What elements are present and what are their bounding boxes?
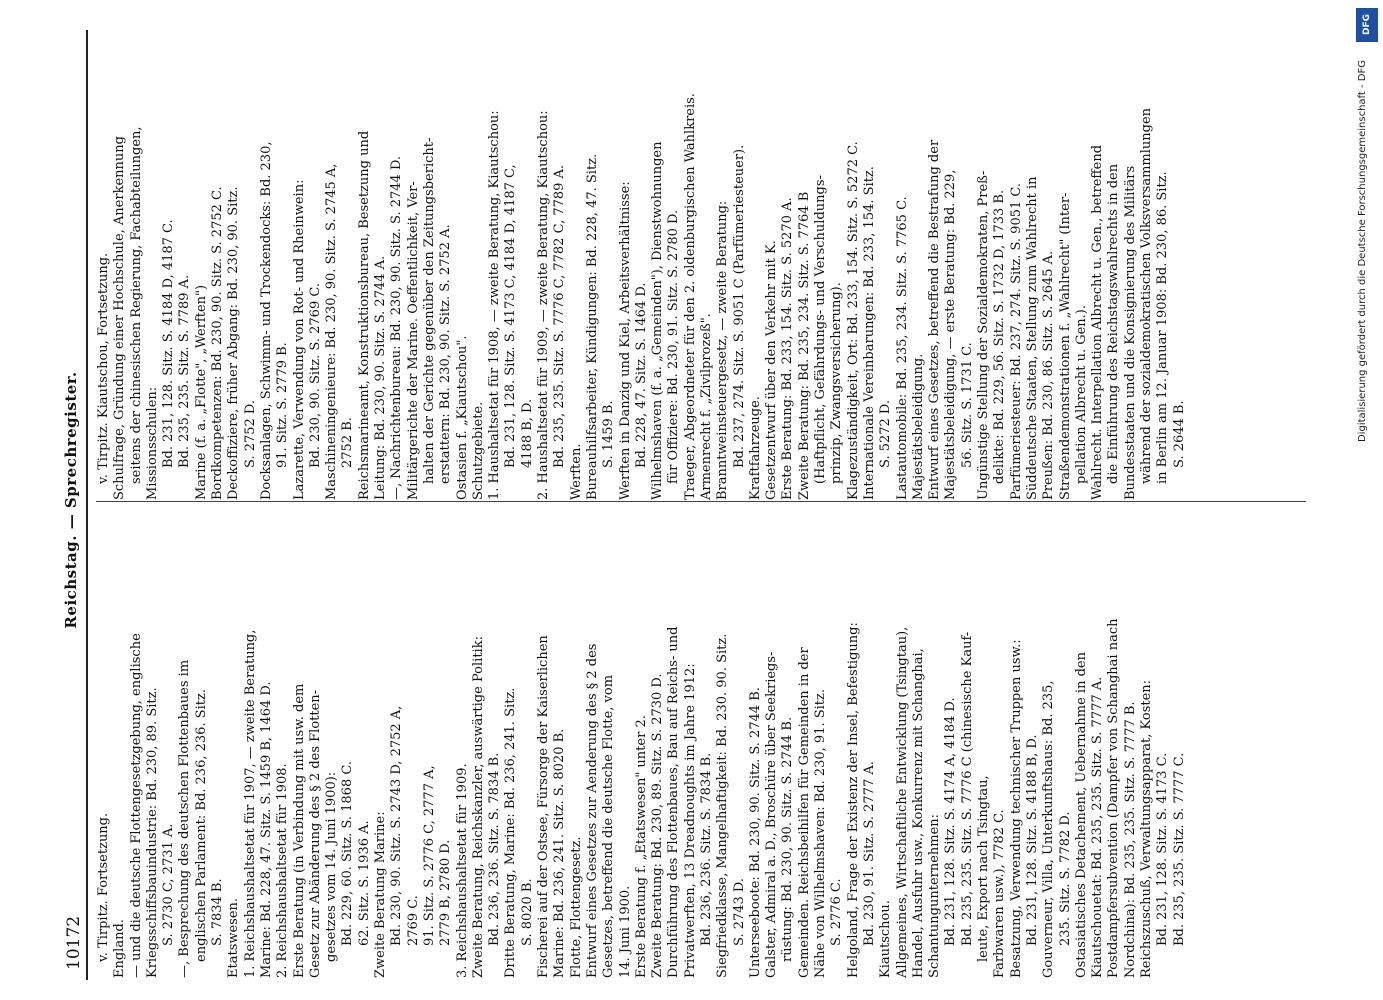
register-line: England. [112,919,128,978]
register-line: Bd. 231, 128. Sitz. S. 4173 C, 4184 D, 4187 C, [503,164,519,468]
column-divider [96,501,1306,502]
register-line: Bd. 236, 236. Sitz. S. 7834 B. [487,752,503,946]
register-line: 2. Haushaltsetat für 1909, — zweite Beratung, Kiautschou: [536,110,552,500]
register-line: Durchführung des Flottenbaues, Bau auf Reichs- und [666,626,682,978]
register-line: Bd. 231, 128. Sitz. S. 4174 A, 4184 D. [943,697,959,946]
register-line: Süddeutsche Staaten, Stellung zum Wahlrecht in [1024,176,1040,500]
register-line: — und die deutsche Flottengesetzgebung, englische [128,633,144,978]
register-line: S. 2644 B. [1171,400,1187,468]
register-line: 56. Sitz. S. 1731 C. [959,342,975,468]
register-line: Siegfriedklasse, Mangelhaftigkeit: Bd. 230. 90. Sitz. [715,633,731,978]
register-line: Bd. 231, 128. Sitz. S. 4188 B, D. [1024,734,1040,946]
right-column [96,20,1188,500]
register-line: Bd. 230, 90. Sitz. S. 2743 D, 2752 A, [389,705,405,946]
register-line: Reichsmarineamt, Konstruktionsbureau, Besetzung und [356,130,372,500]
register-line: Werften. [568,443,584,500]
register-line: Nähe von Wilhelmshaven: Bd. 230, 91. Sitz. [813,688,829,978]
register-line: Wilhelmshaven (f. a. „Gemeinden"), Dienstwohnungen [650,141,666,500]
register-line: rüstung: Bd. 230, 90. Sitz. S. 2744 B. [780,716,796,962]
register-line: Internationale Vereinbarungen: Bd. 233, 154. Sitz. [861,166,877,500]
register-line: Entwurf eines Gesetzes, betreffend die Bestrafung der [927,139,943,500]
register-line: Gesetz zur Abänderung des § 2 des Flotten- [307,689,323,978]
register-line: —, Besprechung des deutschen Flottenbaues im [177,659,193,978]
register-line: 4188 B, D. [519,398,535,468]
register-line: Unterseeboote: Bd. 230, 90. Sitz. S. 2744 B. [747,687,763,978]
register-line: Bundesstaaten und die Konsignierung des Militärs [1122,165,1138,500]
register-line: Kiautschou. [878,900,894,978]
register-line: Majestätsbeleidigung, — erste Beratung: Bd. 229, [943,169,959,500]
register-line: Etatswesen. [226,897,242,978]
register-line: englischen Parlament: Bd. 236, 236. Sitz. [193,689,209,962]
page-number: 10172 [64,915,84,970]
register-line: Bd. 236, 236. Sitz. S. 7834 B. [698,752,714,946]
register-line: Bd. 235, 235. Sitz. S. 7777 C. [1171,752,1187,946]
register-line: Galster, Admiral a. D., Broschüre über Seekriegs- [764,651,780,978]
register-line: Schulfrage, Gründung einer Hochschule, Anerkennung [112,136,128,500]
register-line: Flotte, Flottengesetz. [568,836,584,978]
register-line: Lazarette, Verwendung von Rot- und Rheinwein: [291,179,307,500]
register-line: pellation Albrecht u. Gen.). [1073,304,1089,484]
register-line: Dritte Beratung, Marine: Bd. 236, 241. Sitz. [503,687,519,978]
register-line: Bureauhilfsarbeiter, Kündigungen: Bd. 228, 47. Sitz. [584,153,600,500]
register-line: S. 7834 B. [210,878,226,946]
register-line: in Berlin am 12. Januar 1908: Bd. 230, 86. Sitz. [1155,171,1171,484]
register-line: halten der Gerichte gegenüber den Zeitungsbericht- [421,137,437,484]
register-line: Traeger, Abgeordneter für den 2. oldenburgischen Wahlkreis. [682,93,698,500]
register-line: Schantungunternehmen: [927,813,943,978]
register-line: Bd. 235, 235. Sitz. S. 7789 A. [177,274,193,468]
register-line: Farbwaren usw.), 7782 C. [992,809,1008,978]
register-line: Erste Beratung f. „Etatswesen" unter 2. [633,715,649,978]
register-line: Entwurf eines Gesetzes zur Aenderung des § 2 des [584,643,600,978]
register-line: Postdampfersubvention (Dampfer von Schanghai nach [1106,618,1122,978]
register-line: Maschineningenieure: Bd. 230, 90. Sitz. S. 2745 A, [324,163,340,500]
register-line: Wahlrecht. Interpellation Albrecht u. Gen., betreffend [1090,144,1106,500]
register-line: 91. Sitz. S. 2779 B. [275,342,291,468]
register-line: Majestätsbeleidigung. [910,353,926,500]
register-line: Parfümeriesteuer: Bd. 237, 274. Sitz. S. 9051 C. [1008,182,1024,500]
register-line: S. 2752 D. [242,399,258,468]
register-line: 2. Reichshaushaltsetat für 1908. [275,763,291,978]
register-line: gesetzes vom 14. Juni 1900): [324,771,340,962]
register-line: 1. Haushaltsetat für 1908, — zweite Beratung, Kiautschou: [487,110,503,500]
dfg-logo-text: DFG [1362,14,1372,36]
register-line: seitens der chinesischen Regierung, Fachabteilungen, [128,126,144,484]
register-line: 2779 B, 2780 D. [438,839,454,946]
register-line: S. 2776 C. [829,878,845,946]
register-line: Reichszuschuß, Verwaltungsapparat, Kosten: [1139,679,1154,978]
register-line: (Haftpflicht, Gefährdungs- und Verschuldungs- [813,175,829,484]
attribution-text: Digitalisierung gefördert durch die Deutsche Forschungsgemeinschaft - DFG [1357,60,1368,443]
register-line: die Einführung des Reichstagswahlrechts in den [1106,163,1122,484]
register-line: Marine: Bd. 228, 47. Sitz. S. 1459 B, 1464 D. [258,681,274,978]
register-line: Zweite Beratung: Bd. 230, 89. Sitz. S. 2730 D. [650,673,666,978]
register-line: Preußen: Bd. 230, 86. Sitz. S. 2645 A. [1041,250,1057,500]
register-line: prinzip, Zwangsversicherung). [829,282,845,484]
register-line: Erste Beratung (in Verbindung mit usw. dem [291,683,307,978]
register-line: Branntweinsteuergesetz, — zweite Beratung: [715,200,731,500]
register-line: Leitung: Bd. 230, 90. Sitz. S. 2744 A. [373,255,389,500]
register-line: Klagezuständigkeit, Ort: Bd. 233, 154. Sitz. S. 5272 C. [845,141,861,500]
register-line: 1. Reichshaushaltsetat für 1907, — zweite Beratung, [242,629,258,978]
register-line: Bd. 231, 128. Sitz. S. 4173 C. [1155,752,1171,946]
register-line: Fischerei auf der Ostsee, Fürsorge der Kaiserlichen [536,635,552,978]
register-line: Zweite Beratung: Bd. 235, 234. Sitz. S. 7764 B [796,191,812,500]
register-line: Schutzgebiete. [470,401,486,500]
register-line: v. Tirpitz. Fortsetzung. [96,812,111,962]
register-line: Marine (f. a. „Flotte", „Werften") [193,284,209,500]
register-line: Besatzung, Verwendung technischer Truppen usw.: [1008,639,1024,978]
register-line: Erste Beratung: Bd. 233, 154. Sitz. S. 5270 A. [780,197,796,500]
register-line: Helgoland, Frage der Existenz der Insel, Befestigung: [845,622,861,978]
register-line: Lastautomobile: Bd. 235, 234. Sitz. S. 7765 C. [894,196,910,500]
left-column [96,498,1188,978]
header-rule [86,30,88,980]
register-line: Bd. 230, 90. Sitz. S. 2769 C. [307,283,323,468]
register-line: Zweite Beratung Marine: [373,811,389,978]
register-line: Ostasiatisches Detachement, Uebernahme in den [1073,652,1089,978]
register-line: 2752 B. [340,417,356,468]
register-line: Gouverneur, Villa, Unterkunftshaus: Bd. 235, [1041,680,1057,978]
register-line: Bd. 228, 47. Sitz. S. 1464 D. [633,282,649,468]
register-line: Bd. 237, 274. Sitz. S. 9051 C (Parfümeriesteuer). [731,144,747,468]
register-line: Bd. 231, 128. Sitz. S. 4184 D, 4187 C. [161,219,177,468]
register-line: S. 1459 B. [601,400,617,468]
register-line: Zweite Beratung, Reichskanzler, auswärtige Politik: [470,636,486,978]
register-line: Bd. 235, 235. Sitz. S. 7776 C, 7782 C, 7789 A. [552,164,568,468]
register-line: Bd. 230, 91. Sitz. S. 2777 A. [861,761,877,946]
register-line: 235. Sitz. S. 7782 D. [1057,811,1073,946]
register-line: 14. Juni 1900. [617,885,633,978]
register-line: Handel, Ausfuhr usw., Konkurrenz mit Schanghai, [910,648,926,978]
page-title: Reichstag. — Sprechregister. [62,371,80,629]
register-line: Deckoffiziere, früher Abgang: Bd. 230, 90. Sitz. [226,186,242,500]
register-line: Nordchina): Bd. 235, 235. Sitz. S. 7777 B. [1122,701,1138,978]
register-line: Werften in Danzig und Kiel, Arbeitsverhältnisse: [617,181,633,500]
register-line: Armenrecht f. „Zivilprozeß". [698,313,714,500]
register-line: für Offiziere: Bd. 230, 91. Sitz. S. 2780 D. [666,209,682,484]
register-line: S. 8020 B. [519,878,535,946]
register-line: —, Nachrichtenbureau: Bd. 230, 90. Sitz. S. 2744 D. [389,155,405,500]
register-line: Gesetzes, betreffend die deutsche Flotte, vom [601,674,617,978]
dfg-logo [1356,8,1378,42]
register-line: 62. Sitz. S. 1936 A. [356,820,372,946]
register-line: Kiautschouetat: Bd. 235, 235. Sitz. S. 7777 A. [1090,676,1106,978]
register-line: Ostasien f. „Kiautschou". [454,335,470,500]
register-line: leute, Export nach Tsingtau, [976,775,992,962]
register-line: S. 5272 D. [878,399,894,468]
register-line: 91. Sitz. S. 2776 C, 2777 A, [421,765,437,946]
register-line: Docksanlagen, Schwimm- und Trockendocks: Bd. 230, [258,141,274,500]
register-line: delikte: Bd. 229, 56. Sitz. S. 1732 D, 1733 B. [992,189,1008,484]
register-line: Bd. 229, 60. Sitz. S. 1868 C. [340,761,356,946]
register-line: Kriegsschiffsbauindustrie: Bd. 230, 89. Sitz. [144,687,160,978]
register-line: S. 2743 D. [731,877,747,946]
register-line: Straßendemonstrationen f. „Wahlrecht" (Inter- [1057,192,1073,500]
register-line: Marine: Bd. 236, 241. Sitz. S. 8020 B. [552,728,568,978]
register-line: Militärgerichte der Marine. Oeffentlichkeit, Ver- [405,181,421,500]
register-line: Missionsschulen: [144,386,160,500]
register-line: Privatwerften, 13 Dreadnoughts im Jahre 1912: [682,663,698,978]
digitization-attribution [1353,60,1379,960]
register-line: während der sozialdemokratischen Volksversammlungen [1139,107,1154,484]
register-line: v. Tirpitz. Kiautschou, Fortsetzung. [96,252,111,484]
register-line: Bordkompetenzen: Bd. 230, 90. Sitz. S. 2752 C. [210,186,226,500]
register-line: Allgemeines, Wirtschaftliche Entwicklung (Tsingtau), [894,626,910,978]
register-line: 3. Reichshaushaltsetat für 1909. [454,763,470,978]
register-line: Ungünstige Stellung der Sozialdemokraten, Preß- [976,170,992,500]
register-line: Bd. 235, 235. Sitz. S. 7776 C (chinesische Kauf- [959,631,975,946]
register-line: Kraftfahrzeuge. [747,396,763,500]
register-line: erstattern: Bd. 230, 90. Sitz. S. 2752 A. [438,224,454,484]
register-line: Gemeinden. Reichsbeihilfen für Gemeinden in der [796,647,812,978]
register-line: 2769 C. [405,895,421,946]
register-line: S. 2730 C, 2731 A. [161,823,177,946]
register-line: Gesetzentwurf über den Verkehr mit K. [764,240,780,500]
